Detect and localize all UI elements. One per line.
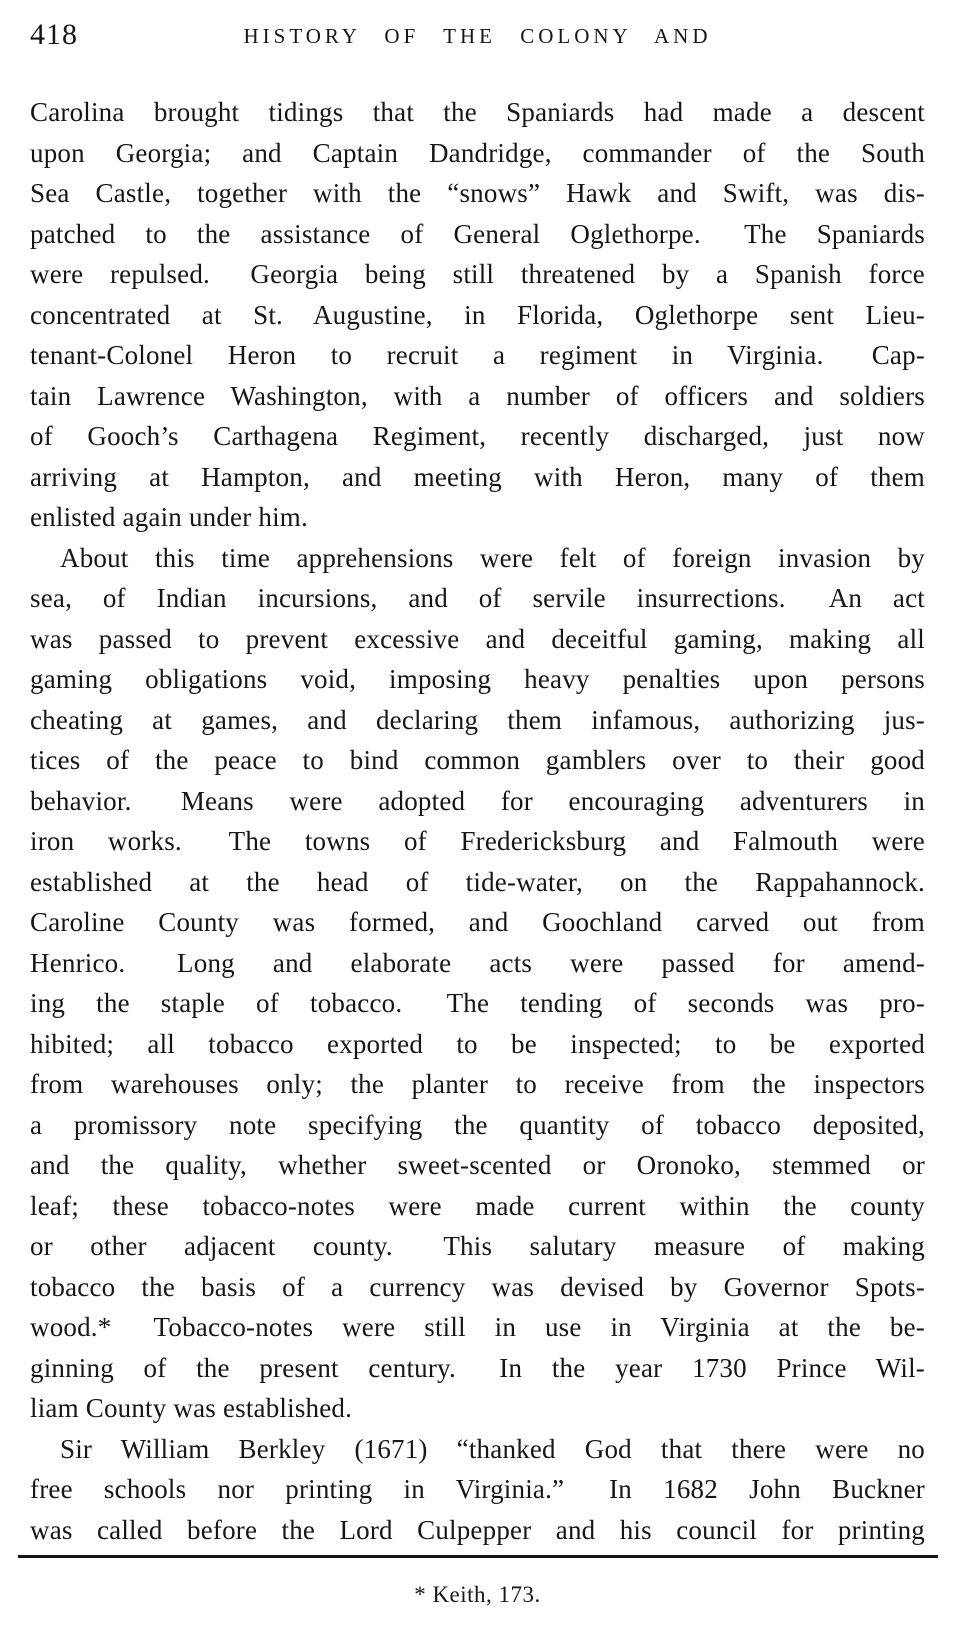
footnote: * Keith, 173. bbox=[414, 1582, 541, 1607]
text-line: were repulsed. Georgia being still threatened by a Spanish force bbox=[30, 259, 925, 289]
text-line: Caroline County was formed, and Goochland carved out from bbox=[30, 907, 925, 937]
text-line: Henrico. Long and elaborate acts were passed for amend- bbox=[30, 947, 925, 978]
text-line: established at the head of tide-water, on the Rappahannock. bbox=[30, 866, 925, 897]
text-line: leaf; these tobacco-notes were made current within the county bbox=[30, 1190, 925, 1221]
text-line: gaming obligations void, imposing heavy penalties upon persons bbox=[30, 664, 925, 694]
text-line: patched to the assistance of General Oglethorpe. The Spaniards bbox=[30, 218, 925, 249]
footnote-rule bbox=[18, 1555, 938, 1558]
text-line: hibited; all tobacco exported to be inspected; to be exported bbox=[30, 1028, 925, 1059]
text-line: was called before the Lord Culpepper and his council for printing bbox=[30, 1514, 925, 1545]
text-line: cheating at games, and declaring them infamous, authorizing jus- bbox=[30, 704, 925, 735]
text-line: iron works. The towns of Fredericksburg and Falmouth were bbox=[30, 826, 925, 856]
running-header: HISTORY OF THE COLONY AND bbox=[243, 24, 712, 48]
page-number: 418 bbox=[30, 18, 78, 51]
text-line: liam County was established. bbox=[30, 1393, 353, 1423]
text-line: behavior. Means were adopted for encouraging adventurers in bbox=[30, 785, 925, 816]
text-line: arriving at Hampton, and meeting with Heron, many of them bbox=[30, 461, 925, 492]
text-line: Sea Castle, together with the “snows” Hawk and Swift, was dis- bbox=[30, 178, 925, 208]
text-line: free schools nor printing in Virginia.” In 1682 John Buckner bbox=[30, 1474, 925, 1504]
text-line: concentrated at St. Augustine, in Florida, Oglethorpe sent Lieu- bbox=[30, 299, 925, 330]
text-line: upon Georgia; and Captain Dandridge, commander of the South bbox=[30, 137, 925, 168]
text-line: or other adjacent county. This salutary measure of making bbox=[30, 1231, 925, 1261]
text-line: wood.* Tobacco-notes were still in use in Virginia at the be- bbox=[30, 1312, 925, 1342]
text-line: About this time apprehensions were felt of foreign invasion by bbox=[60, 542, 925, 573]
text-line: was passed to prevent excessive and deceitful gaming, making all bbox=[30, 623, 925, 654]
text-line: from warehouses only; the planter to receive from the inspectors bbox=[30, 1069, 925, 1099]
text-line: Sir William Berkley (1671) “thanked God that there were no bbox=[60, 1433, 925, 1464]
page-header bbox=[30, 16, 925, 54]
page-footer bbox=[30, 1555, 925, 1608]
text-line: tices of the peace to bind common gamblers over to their good bbox=[30, 745, 925, 775]
text-line: and the quality, whether sweet-scented or Oronoko, stemmed or bbox=[30, 1150, 925, 1180]
text-line: sea, of Indian incursions, and of servile insurrections. An act bbox=[30, 583, 925, 613]
text-line: of Gooch’s Carthagena Regiment, recently discharged, just now bbox=[30, 421, 925, 451]
text-line: tobacco the basis of a currency was devised by Governor Spots- bbox=[30, 1271, 925, 1302]
body-text bbox=[30, 92, 925, 1550]
text-line: a promissory note specifying the quantity of tobacco deposited, bbox=[30, 1109, 925, 1140]
text-line: tenant-Colonel Heron to recruit a regiment in Virginia. Cap- bbox=[30, 340, 925, 370]
text-line: tain Lawrence Washington, with a number of officers and soldiers bbox=[30, 380, 925, 411]
text-line: Carolina brought tidings that the Spaniards had made a descent bbox=[30, 97, 925, 127]
text-line: enlisted again under him. bbox=[30, 502, 308, 532]
text-line: ginning of the present century. In the year 1730 Prince Wil- bbox=[30, 1352, 925, 1383]
text-line: ing the staple of tobacco. The tending of seconds was pro- bbox=[30, 988, 925, 1018]
